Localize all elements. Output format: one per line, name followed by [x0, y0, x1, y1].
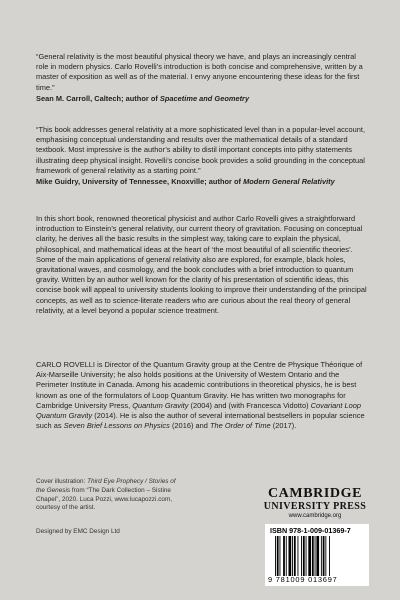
designer-credit: Designed by EMC Design Ltd — [36, 528, 120, 535]
barcode-bar — [292, 536, 293, 576]
credit-text: from “The Dark Collection – Sistine Chapel”, 2020. Luca Pozzi, www.lucapozzi.com, courtesy of the artist. — [36, 486, 173, 512]
barcode-bar — [315, 536, 316, 576]
credit-artwork-title: Third Eye Prophecy / Stories of the Genesis — [36, 478, 176, 494]
isbn-label: ISBN 978-1-009-01369-7 — [270, 526, 351, 535]
barcode-bar — [321, 536, 322, 576]
publisher-url: www.cambridge.org — [288, 513, 342, 519]
publisher-press: UNIVERSITY PRESS — [263, 501, 367, 512]
quote-text: “General relativity is the most beautiful physical theory we have, and plays an increasingly central role in modern physics. Carlo Rovelli’s introduction is both concise and comprehensive, written by a master of exposition as well as of the material. I envy anyone encountering these ideas for the first time.” — [36, 52, 363, 92]
credit-label: Cover illustration: — [36, 478, 88, 485]
barcode-number: 9 781009 013697 — [268, 575, 338, 584]
barcode-bar — [329, 536, 330, 576]
cover-illustration-credit — [36, 478, 186, 513]
barcode-bar — [316, 536, 319, 576]
barcode-bar — [289, 536, 292, 576]
barcode-bar — [301, 536, 302, 576]
description-text: In this short book, renowned theoretical physicist and author Carlo Rovelli gives a straightforward introduction to Einstein’s general relativity, our current theory of gravitation. Focusing on conceptual clarity, he derives all the basic results in the simplest way, taking care to explain the physical, philosophical, and mathematical ideas at the heart of ‘the most beautiful of all scientific theories’. Some of the main applications of general relativity also are explored, for example, black holes, gravitational waves, and cosmology, and the book concludes with a brief introduction to quantum gravity. Written by an author well known for the clarity of his presentation of scientific ideas, this concise book will appeal to university students looking to improve their understanding of the principal concepts, as well as to science-literate readers who are curious about the real theory of general relativity, at a level beyond a popular science treatment. — [36, 214, 367, 315]
bio-segment: (2014). He is also the author of several international bestsellers in popular science such as — [36, 411, 365, 431]
author-bio — [36, 360, 368, 431]
bio-segment: (2004) and (with Francesca Vidotto) — [188, 400, 311, 410]
barcode-bar — [283, 536, 285, 576]
bio-segment: (2016) and — [169, 421, 210, 431]
bio-book-title: Seven Brief Lessons on Physics — [63, 421, 170, 431]
barcode-bar — [325, 536, 326, 576]
attribution-name: Sean M. Carroll, Caltech; author of — [36, 93, 160, 103]
barcode-bar — [294, 536, 296, 576]
review-quote-guidry — [36, 125, 368, 187]
publisher-name: CAMBRIDGE — [267, 486, 363, 501]
barcode — [265, 524, 369, 586]
quote-attribution — [36, 177, 368, 187]
review-quote-carroll — [36, 52, 368, 104]
bio-book-title: The Order of Time — [209, 421, 271, 431]
barcode-bar — [323, 536, 325, 576]
attribution-book-title: Modern General Relativity — [243, 177, 335, 187]
bio-book-title: Covariant Loop Quantum Gravity — [36, 400, 362, 421]
barcode-bar — [275, 536, 276, 576]
bio-book-title: Quantum Gravity — [132, 400, 189, 410]
barcode-bar — [303, 536, 305, 576]
author-bio-text — [36, 360, 368, 431]
barcode-bar — [312, 536, 314, 576]
bio-segment: (2017). — [270, 421, 297, 431]
quote-text: “This book addresses general relativity at a more sophisticated level than in a popular-level account, emphasising conceptual understanding and results over the mathematical details of a standard textbook. Most impressive is the author’s ability to distil important concepts into pithy statements illustrating deep physical insight. Rovelli’s concise book provides a solid grounding in the conceptual framework of general relativity as a starting point.” — [36, 125, 366, 175]
book-description — [36, 214, 368, 316]
attribution-book-title: Spacetime and Geometry — [159, 93, 250, 103]
quote-attribution — [36, 94, 368, 104]
barcode-bars — [275, 536, 361, 576]
publisher-logo — [250, 487, 380, 521]
barcode-bar — [308, 536, 311, 576]
barcode-bar — [298, 536, 299, 576]
barcode-bar — [280, 536, 281, 576]
barcode-bar — [306, 536, 307, 576]
bio-segment: CARLO ROVELLI is Director of the Quantum Gravity group at the Centre de Physique Théorique of Aix-Marseille University; he also holds positions at the University of Western Ontario and the Perimeter Institute in Canada. Among his academic contributions in theoretical physics, he is best known as one of the formulators of Loop Quantum Gravity. He has written two monographs for Cambridge University Press, — [36, 360, 363, 410]
attribution-name: Mike Guidry, University of Tennessee, Knoxville; author of — [36, 177, 244, 187]
barcode-bar — [286, 536, 287, 576]
barcode-bar — [277, 536, 279, 576]
